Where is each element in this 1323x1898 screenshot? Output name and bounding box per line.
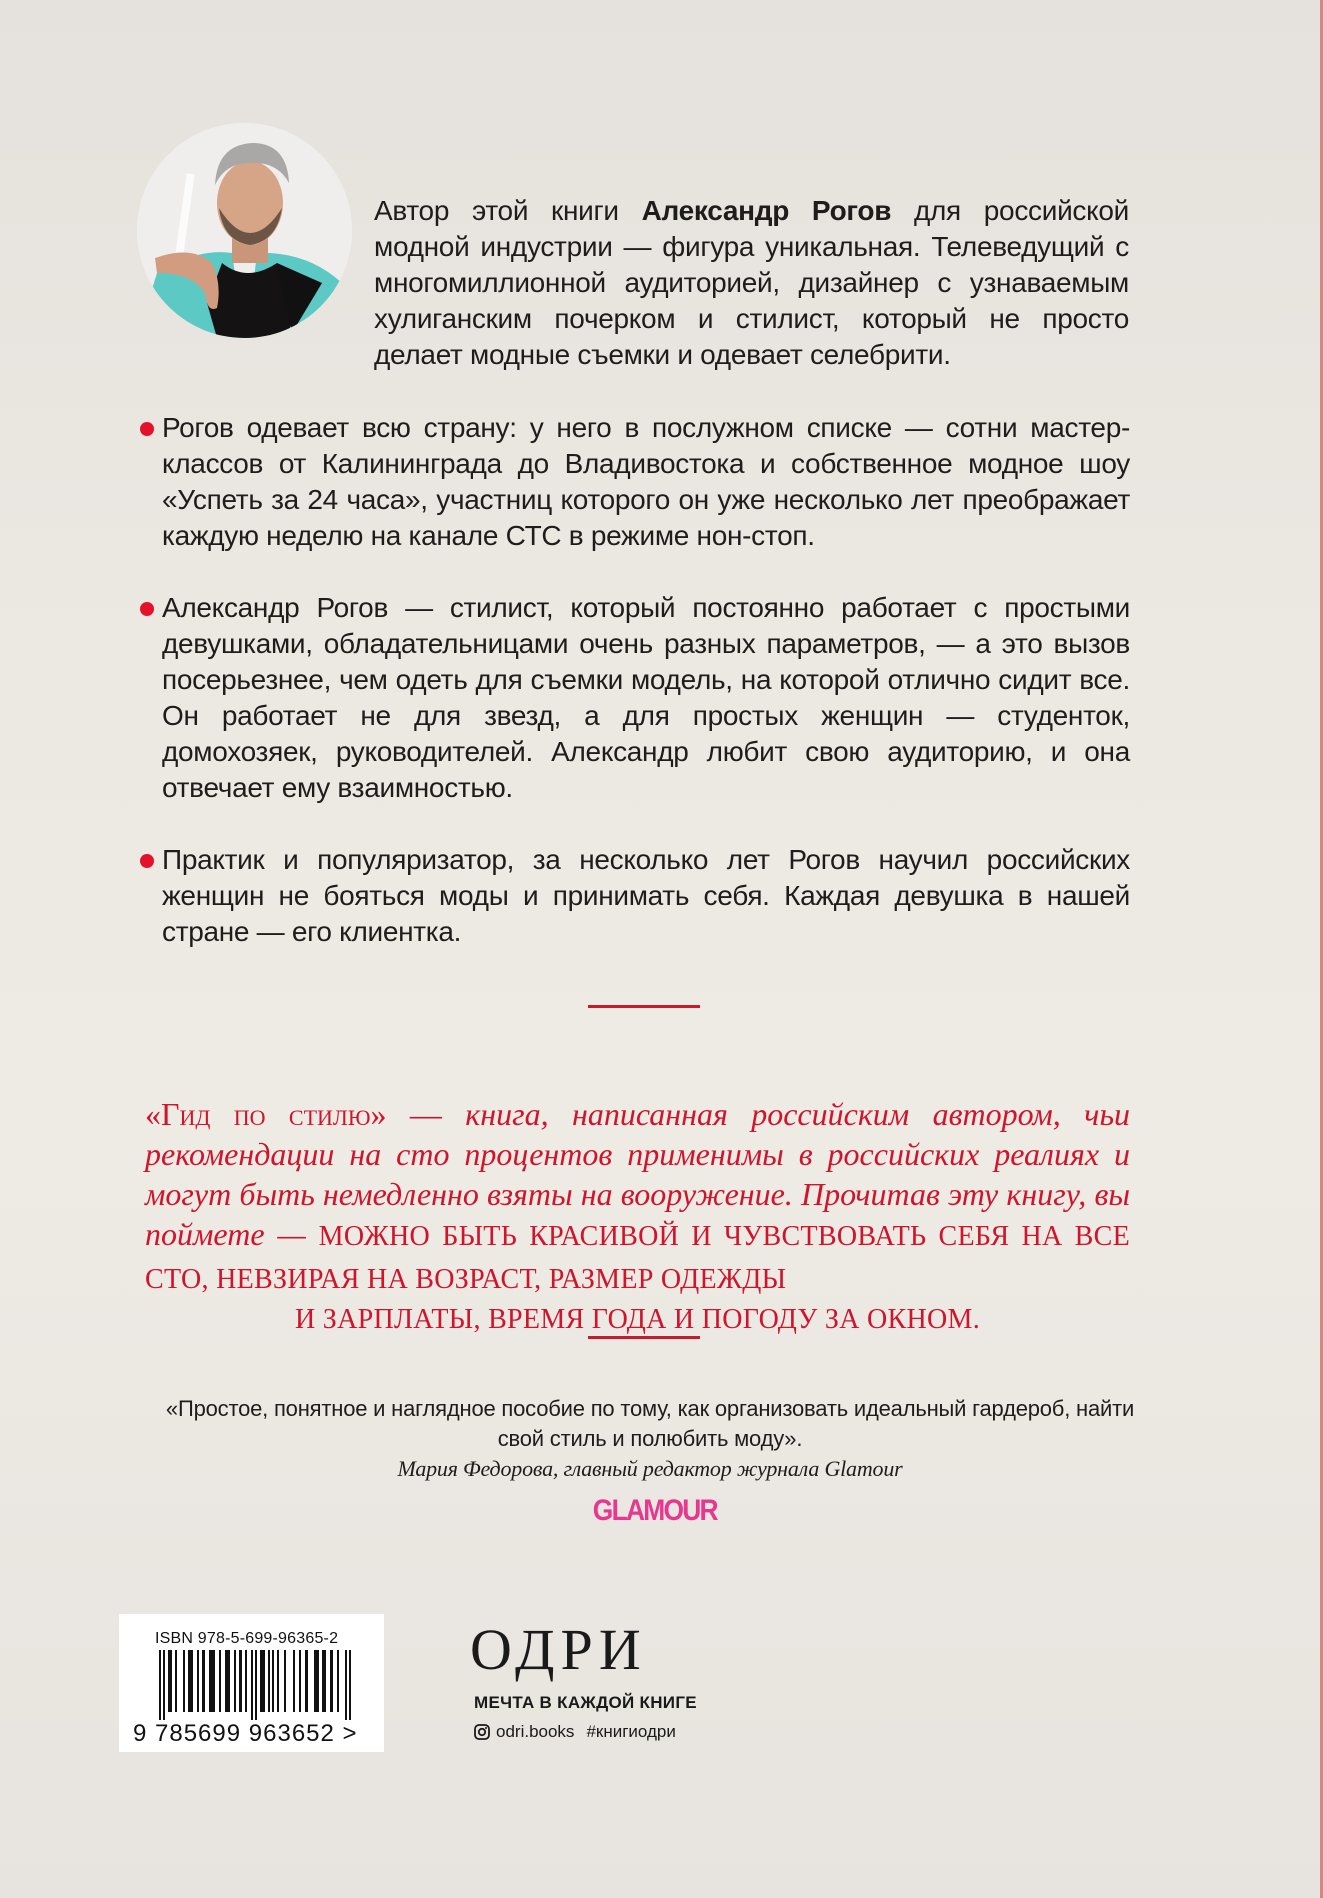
- bullet-dot-icon: [140, 422, 154, 436]
- isbn-barcode-box: [119, 1614, 384, 1752]
- divider-top: [588, 1005, 700, 1008]
- barcode-icon: [159, 1650, 354, 1720]
- feature-text: Александр Рогов — стилист, который постоянно работает с простыми девушками, обладательницами очень разных параметров, — а это вызов посерьезнее, чем одеть для съемки модель, на которой отлично сидит все. Он работает не для звезд, а для простых женщин — студенток, домохозяек, руководителей. Александр любит свою аудиторию, и она отвечает ему взаимностью.: [162, 592, 1130, 803]
- publisher-hashtag: #книгиодри: [586, 1722, 676, 1741]
- feature-text: Практик и популяризатор, за несколько лет Рогов научил российских женщин не бояться моды и принимать себя. Каждая девушка в нашей стране — его клиентка.: [162, 844, 1130, 947]
- portrait-illustration-icon: [137, 123, 352, 338]
- divider-bottom: [588, 1336, 700, 1339]
- publisher-logo: ОДРИ: [470, 1617, 647, 1682]
- feature-text: Рогов одевает всю страну: у него в послужном списке — сотни мастер-классов от Калининграда до Владивостока и собственное модное шоу «Успеть за 24 часа», участниц которого он уже несколько лет преображает каждую неделю на канале СТС в режиме нон-стоп.: [162, 412, 1130, 551]
- pull-quote: [145, 1094, 1130, 1340]
- glamour-logo: GLAMOUR: [592, 1494, 717, 1527]
- instagram-handle: odri.books: [496, 1722, 575, 1741]
- feature-item: [138, 842, 1130, 950]
- author-photo: [137, 123, 352, 338]
- feature-item: [138, 590, 1130, 806]
- feature-item: [138, 410, 1130, 554]
- book-title-quote: «Гид по стилю» —: [145, 1096, 466, 1132]
- pull-quote-caps: МОЖНО БЫТЬ КРАСИВОЙ И ЧУВСТВОВАТЬ СЕБЯ НА ВСЕ СТО, НЕВЗИРАЯ НА ВОЗРАСТ, РАЗМЕР ОДЕЖДЫ: [145, 1221, 1130, 1295]
- author-intro: [374, 193, 1129, 373]
- bullet-dot-icon: [140, 602, 154, 616]
- publisher-social: [474, 1722, 676, 1742]
- feature-list: [138, 410, 1130, 986]
- review-quote: «Простое, понятное и наглядное пособие по тому, как организовать идеальный гардероб, найти свой стиль и полюбить моду».: [165, 1396, 1135, 1451]
- isbn-digits: 9 785699 963652 >: [133, 1720, 358, 1747]
- review-block: [160, 1394, 1140, 1484]
- instagram-icon: [474, 1724, 490, 1740]
- author-name: Александр Рогов: [641, 195, 892, 226]
- publisher-slogan: МЕЧТА В КАЖДОЙ КНИГЕ: [474, 1693, 697, 1712]
- intro-text-start: Автор этой книги: [374, 195, 642, 226]
- pull-quote-italic: книга, написанная российским автором, чьи рекомендации на сто процентов применимы в российских реалиях и могут быть немедленно взяты на вооружение. Прочитав эту книгу, вы поймете —: [145, 1096, 1130, 1252]
- bullet-dot-icon: [140, 854, 154, 868]
- intro-text-end: для российской модной индустрии — фигура уникальная. Телеведущий с многомиллионной аудиторией, дизайнер с узнаваемым хулиганским почерком и стилист, который не просто делает модные съемки и одевает селебрити.: [374, 195, 1129, 370]
- review-attribution: Мария Федорова, главный редактор журнала Glamour: [397, 1456, 903, 1481]
- pull-quote-caps-last: И ЗАРПЛАТЫ, ВРЕМЯ ГОДА И ПОГОДУ ЗА ОКНОМ.: [294, 1304, 981, 1335]
- isbn-label: ISBN 978-5-699-96365-2: [155, 1630, 339, 1647]
